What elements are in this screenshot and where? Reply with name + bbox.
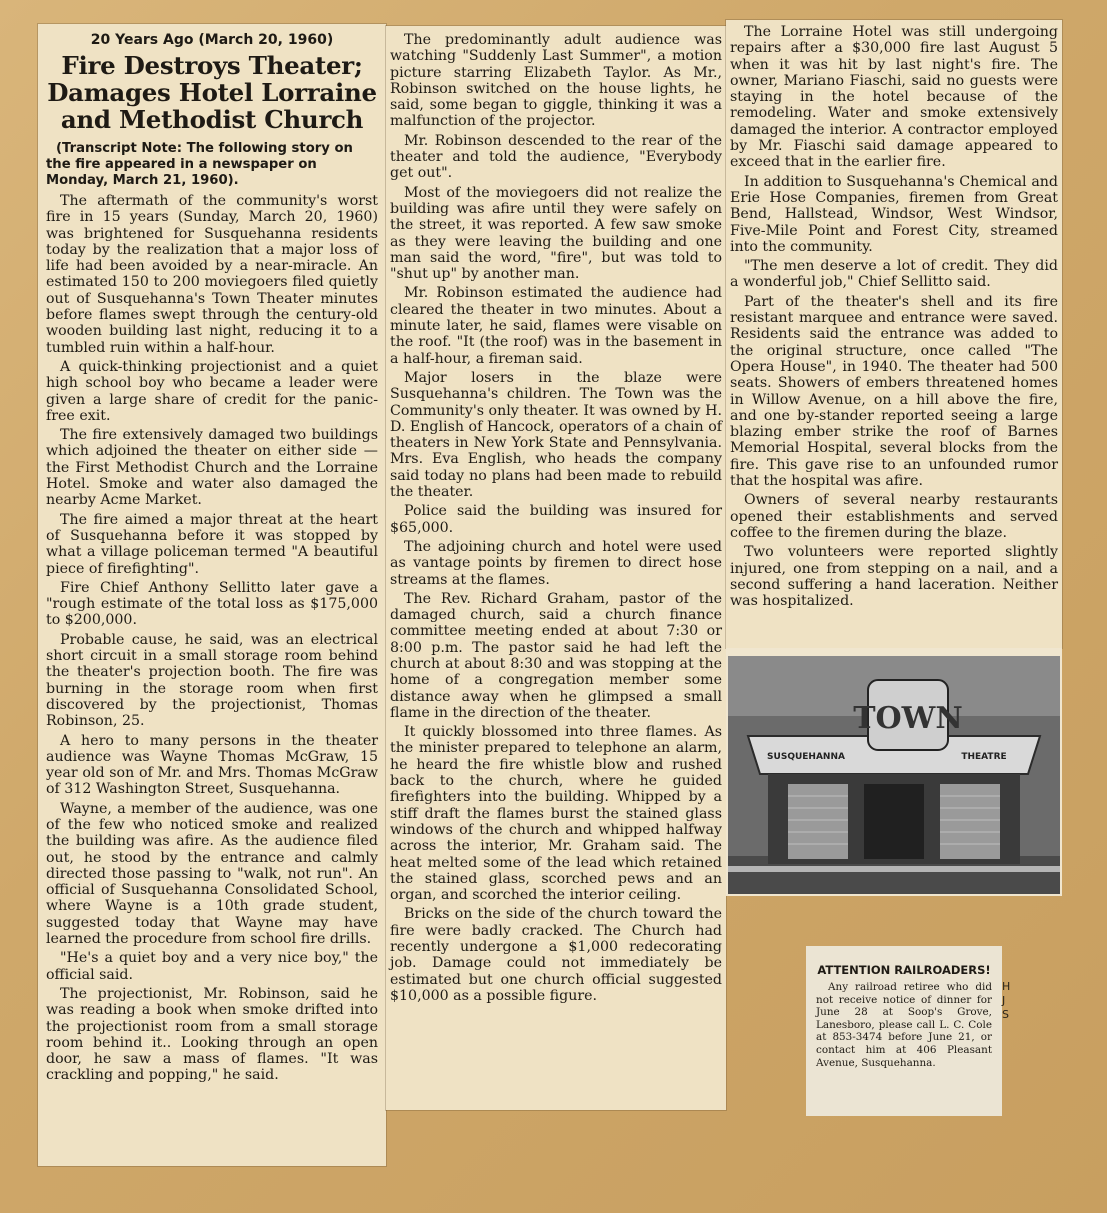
- paragraph: The Rev. Richard Graham, pastor of the damaged church, said a church finance committee meeting ended at about 7:30 or 8:00 p.m. The pastor said he had left the church at about 8:30 and was stopping at the home of a congregation member some distance away when he glimpsed a small flame in the direction of the theater.: [390, 590, 722, 721]
- column-2-text: [390, 32, 722, 1004]
- paragraph: Major losers in the blaze were Susquehanna's children. The Town was the Community's only theater. It was owned by H. D. English of Hancock, operators of a chain of theaters in New York State and Pennsylvania. Mrs. Eva English, who heads the company said today no plans had been made to rebuild the theater.: [390, 369, 722, 501]
- transcript-note: (Transcript Note: The following story on the fire appeared in a newspaper on Monday, March 21, 1960).: [46, 141, 353, 188]
- paragraph: Mr. Robinson descended to the rear of the theater and told the audience, "Everybody get out".: [390, 132, 722, 182]
- paragraph: The aftermath of the community's worst fire in 15 years (Sunday, March 20, 1960) was brightened for Susquehanna residents today by the realization that a major loss of life had been avoided by a near-miracle. An estimated 150 to 200 moviegoers filed quietly out of Susquehanna's Town Theater minutes before flames swept through the century-old wooden building last night, reducing it to a tumbled ruin within a half-hour.: [46, 193, 378, 356]
- column-3-text: [730, 24, 1058, 609]
- theater-photo: [726, 648, 1062, 896]
- paragraph: "The men deserve a lot of credit. They did a wonderful job," Chief Sellitto said.: [730, 258, 1058, 291]
- article-column-3: [726, 20, 1062, 648]
- paragraph: Wayne, a member of the audience, was one of the few who noticed smoke and realized the building was afire. As the audience filed out, he stood by the entrance and calmly directed those passing to "walk, not run". An official of Susquehanna Consolidated School, where Wayne is a 10th grade student, suggested today that Wayne may have learned the procedure from school fire drills.: [46, 800, 378, 948]
- paragraph: The predominantly adult audience was watching "Suddenly Last Summer", a motion picture starring Elizabeth Taylor. As Mr., Robinson switched on the house lights, he said, some began to giggle, thinking it was a malfunction of the projector.: [390, 32, 722, 130]
- paragraph: Bricks on the side of the church toward the fire were badly cracked. The Church had recently undergone a $1,000 redecorating job. Damage could not immediately be estimated but one church official suggested $10,000 as a possible figure.: [390, 906, 722, 1004]
- paragraph: The fire extensively damaged two buildings which adjoined the theater on either side — the First Methodist Church and the Lorraine Hotel. Smoke and water also damaged the nearby Acme Market.: [46, 427, 378, 509]
- paragraph: The projectionist, Mr. Robinson, said he was reading a book when smoke drifted into the projectionist room from a small storage room behind it.. Looking through an open door, he saw a mass of flames. "It was crackling and popping," he said.: [46, 985, 378, 1084]
- paragraph: Part of the theater's shell and its fire resistant marquee and entrance were saved. Residents said the entrance was added to the original structure, once called "The Opera House", in 1940. The theater had 500 seats. Showers of embers threatened homes in Willow Avenue, on a hill above the fire, and one by-stander reported seeing a large blazing ember strike the roof of Barnes Memorial Hospital, several blocks from the fire. This gave rise to an unfounded rumor that the hospital was afire.: [730, 293, 1058, 490]
- notice-title: ATTENTION RAILROADERS!: [817, 963, 991, 977]
- paragraph: Owners of several nearby restaurants opened their establishments and served coffee to the firemen during the blaze.: [730, 492, 1058, 541]
- paragraph: Fire Chief Anthony Sellitto later gave a "rough estimate of the total loss as $175,000 to $200,000.: [46, 579, 378, 629]
- paragraph: In addition to Susquehanna's Chemical and Erie Hose Companies, firemen from Great Bend, Hallstead, Windsor, West Windsor, Five-Mile Point and Forest City, streamed into the community.: [730, 173, 1058, 255]
- paragraph: Probable cause, he said, was an electrical short circuit in a small storage room behind the theater's projection booth. The fire was burning in the storage room when first discovered by the projectionist, Thomas Robinson, 25.: [46, 631, 378, 730]
- paragraph: Mr. Robinson estimated the audience had cleared the theater in two minutes. About a minute later, he said, flames were visable on the roof. "It (the roof) was in the basement in a half-hour, a fireman said.: [390, 285, 722, 367]
- clipped-text-fragment: H J S: [1002, 980, 1011, 1021]
- marquee-sign-susquehanna: SUSQUEHANNA: [767, 752, 845, 762]
- article-headline: Fire Destroys Theater; Damages Hotel Lorraine and Methodist Church: [47, 51, 377, 134]
- marquee-sign-town: TOWN: [853, 701, 963, 736]
- article-column-2: [386, 26, 726, 1110]
- paragraph: A quick-thinking projectionist and a quiet high school boy who became a leader were given a large share of credit for the panic-free exit.: [46, 358, 378, 424]
- marquee-sign-theatre: THEATRE: [961, 752, 1007, 762]
- paragraph: The adjoining church and hotel were used as vantage points by firemen to direct hose streams at the flames.: [390, 538, 722, 588]
- railroaders-notice: [806, 946, 1002, 1116]
- paragraph: Most of the moviegoers did not realize the building was afire until they were safely on the street, it was reported. A few saw smoke as they were leaving the building and one man said the word, "fire", but was told to "shut up" by another man.: [390, 184, 722, 283]
- paragraph: It quickly blossomed into three flames. As the minister prepared to telephone an alarm, he heard the fire whistle blow and rushed back to the church, where he guided firefighters into the building. Whipped by a stiff draft the flames burst the stained glass windows of the church and whipped halfway across the interior, Mr. Graham said. The heat melted some of the lead which retained the stained glass, scorched pews and an organ, and scorched the interior ceiling.: [390, 724, 722, 904]
- article-column-1: [38, 24, 386, 1166]
- theater-marquee-image: [728, 656, 1060, 894]
- paragraph: Police said the building was insured for $65,000.: [390, 503, 722, 536]
- paragraph: The fire aimed a major threat at the heart of Susquehanna before it was stopped by what a village policeman termed "A beautiful piece of firefighting".: [46, 511, 378, 577]
- paragraph: Two volunteers were reported slightly injured, one from stepping on a nail, and a second suffering a hand laceration. Neither was hospitalized.: [730, 544, 1058, 610]
- paragraph: The Lorraine Hotel was still undergoing repairs after a $30,000 fire last August 5 when it was hit by last night's fire. The owner, Mariano Fiaschi, said no guests were staying in the hotel because of the remodeling. Water and smoke extensively damaged the interior. A contractor employed by Mr. Fiaschi said damage appeared to exceed that in the earlier fire.: [730, 24, 1058, 171]
- article-dateline: 20 Years Ago (March 20, 1960): [90, 32, 334, 48]
- paragraph: A hero to many persons in the theater audience was Wayne Thomas McGraw, 15 year old son of Mr. and Mrs. Thomas McGraw of 312 Washington Street, Susquehanna.: [46, 732, 378, 798]
- notice-body: Any railroad retiree who did not receive notice of dinner for June 28 at Soop's Grove, Lanesboro, please call L. C. Cole at 853-3474 before June 21, or contact him at 406 Pleasant Avenue, Susquehanna.: [816, 981, 992, 1069]
- column-1-text: [46, 193, 378, 1084]
- paragraph: "He's a quiet boy and a very nice boy," the official said.: [46, 950, 378, 983]
